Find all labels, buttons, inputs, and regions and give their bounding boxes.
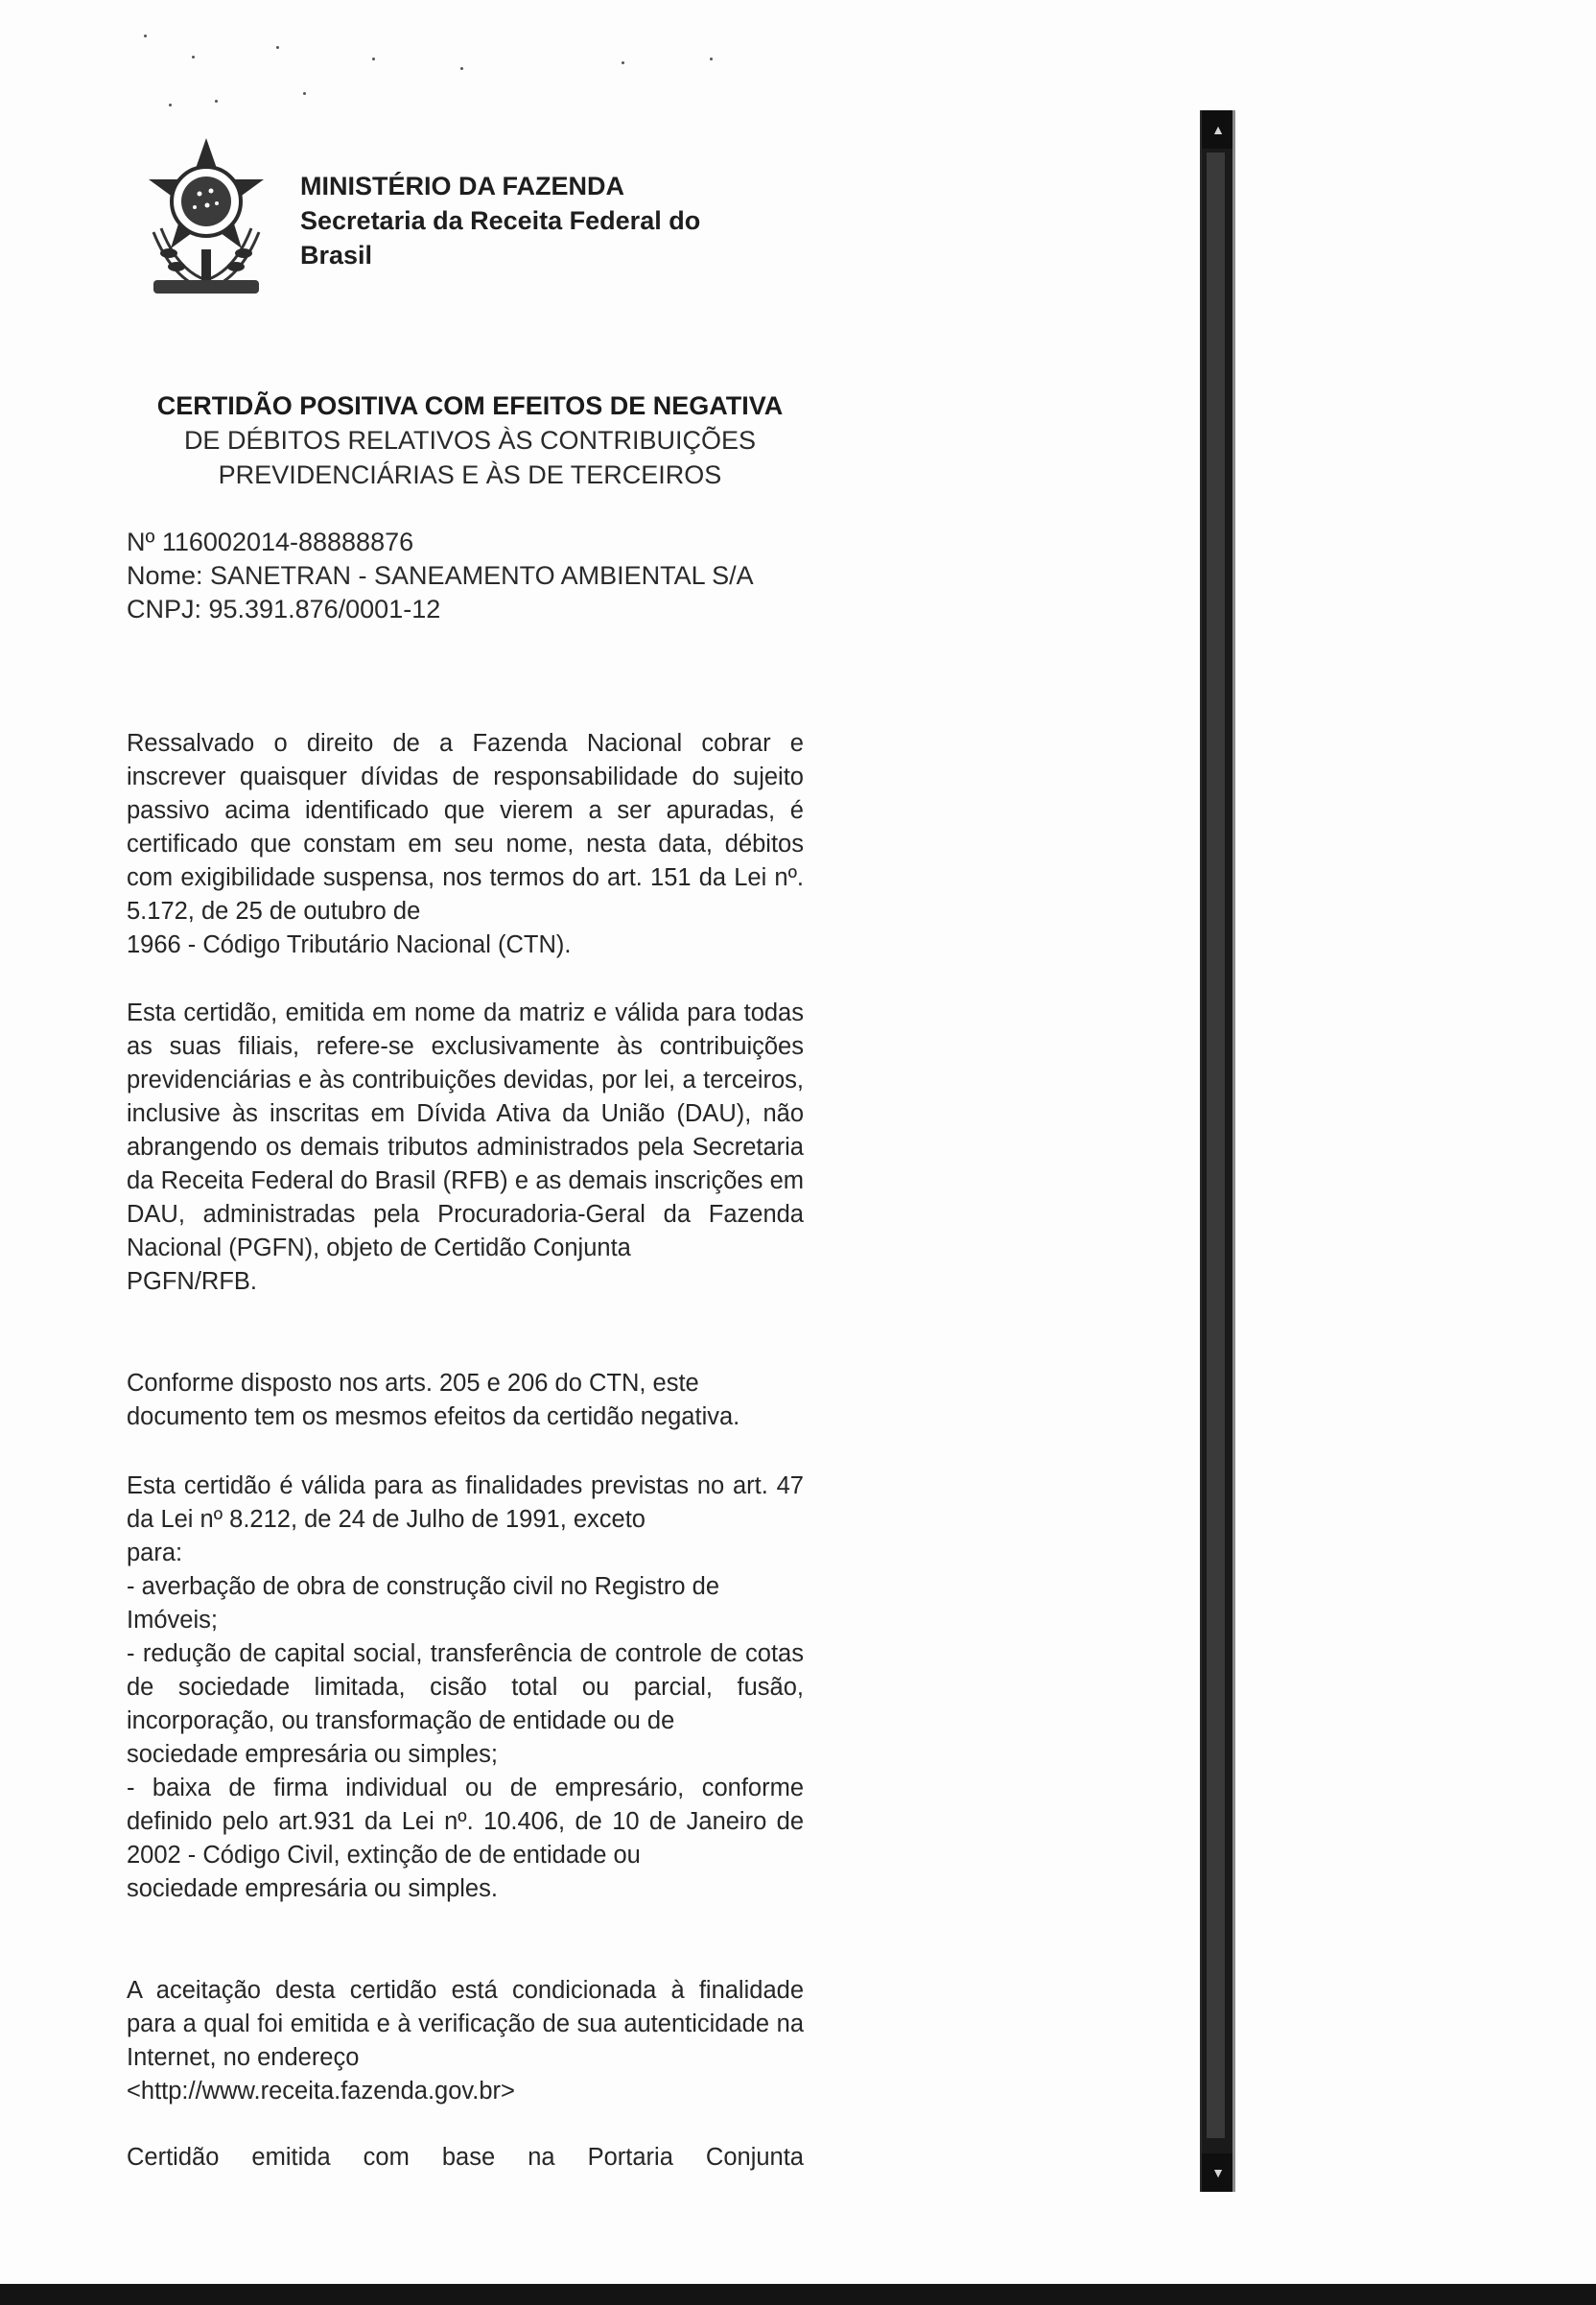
exception-item-end: sociedade empresária ou simples. — [127, 1875, 498, 1902]
exception-item-end: Imóveis; — [127, 1607, 218, 1634]
paragraph-text: Ressalvado o direito de a Fazenda Nacional cobrar e inscrever quaisquer dívidas de responsabilidade do sujeito passivo acima identificado que vierem a ser apuradas, é certificado que constam em seu nome, nesta data, débitos com exigibilidade suspensa, nos termos do art. 151 da Lei nº. 5.172, de 25 de outubro de — [127, 730, 804, 925]
ministry-name: MINISTÉRIO DA FAZENDA — [300, 172, 625, 200]
exception-item: - baixa de firma individual ou de empresário, conforme definido pelo art.931 da Lei nº. 10.406, de 10 de Janeiro de 2002 - Código Civil, extinção de de entidade ou — [127, 1775, 804, 1869]
scroll-down-arrow-icon[interactable]: ▼ — [1202, 2153, 1234, 2192]
paragraph-last-line: PGFN/RFB. — [127, 1268, 258, 1295]
scan-bottom-edge — [0, 2284, 1596, 2305]
title-main: CERTIDÃO POSITIVA COM EFEITOS DE NEGATIVA — [156, 391, 784, 420]
exception-item-end: sociedade empresária ou simples; — [127, 1741, 498, 1768]
paragraph-ctn — [127, 1367, 804, 1434]
scrollbar-track[interactable] — [1207, 153, 1225, 2138]
scan-speck — [303, 92, 306, 95]
paragraph-text: Esta certidão, emitida em nome da matriz e válida para todas as suas filiais, refere-se exclusivamente às contribuições previdenciárias e às contribuições devidas, por lei, a terceiros, inclusive às inscritas em Dívida Ativa da União (DAU), não abrangendo os demais tributos administrados pela Secretaria da Receita Federal do Brasil (RFB) e as demais inscrições em DAU, administradas pela Procuradoria-Geral da Fazenda Nacional (PGFN), objeto de Certidão Conjunta — [127, 1000, 804, 1261]
taxpayer-name: Nome: SANETRAN - SANEAMENTO AMBIENTAL S/A — [127, 561, 754, 590]
scan-speck — [460, 67, 463, 70]
certificate-number: Nº 116002014-88888876 — [127, 528, 414, 556]
scan-speck — [215, 100, 218, 103]
scan-speck — [622, 61, 624, 64]
verification-url: <http://www.receita.fazenda.gov.br> — [127, 2078, 515, 2105]
scan-speck — [169, 104, 172, 106]
brazil-coat-of-arms-icon — [134, 136, 278, 304]
certificate-title — [96, 388, 844, 492]
paragraph-validity — [127, 1470, 804, 1906]
paragraph-acceptance — [127, 1974, 804, 2108]
scan-speck — [710, 58, 713, 60]
exception-item: - redução de capital social, transferência de controle de cotas de sociedade limitada, cisão total ou parcial, fusão, incorporação, ou transformação de entidade ou de — [127, 1640, 804, 1734]
paragraph-last-line: para: — [127, 1540, 183, 1566]
scan-speck — [192, 56, 195, 59]
paragraph-text: Esta certidão é válida para as finalidades previstas no art. 47 da Lei nº 8.212, de 24 de Julho de 1991, exceto — [127, 1472, 804, 1533]
paragraph-text: Certidão emitida com base na Portaria Conjunta — [127, 2144, 804, 2171]
scan-speck — [144, 35, 147, 37]
paragraph-portaria — [127, 2141, 804, 2175]
paragraph-last-line: 1966 - Código Tributário Nacional (CTN). — [127, 931, 572, 958]
exception-item: - averbação de obra de construção civil no Registro de — [127, 1573, 720, 1600]
paragraph-scope — [127, 997, 804, 1299]
paragraph-text: Conforme disposto nos arts. 205 e 206 do CTN, este — [127, 1370, 699, 1397]
scrollbar-edge — [1232, 110, 1235, 2192]
paragraph-ressalvado — [127, 727, 804, 962]
agency-header — [300, 169, 799, 272]
scan-speck — [372, 58, 375, 60]
secretaria-line2: Brasil — [300, 241, 373, 270]
taxpayer-cnpj: CNPJ: 95.391.876/0001-12 — [127, 595, 441, 623]
scan-speck — [276, 46, 279, 49]
title-sub-line1: DE DÉBITOS RELATIVOS ÀS CONTRIBUIÇÕES — [183, 426, 757, 455]
vertical-scrollbar[interactable] — [1200, 110, 1234, 2192]
scroll-up-arrow-icon[interactable]: ▲ — [1202, 110, 1234, 149]
certificate-identification — [127, 526, 817, 626]
secretaria-line1: Secretaria da Receita Federal do — [300, 206, 701, 235]
paragraph-last-line: documento tem os mesmos efeitos da certidão negativa. — [127, 1403, 740, 1430]
title-sub-line2: PREVIDENCIÁRIAS E ÀS DE TERCEIROS — [218, 460, 722, 489]
paragraph-text: A aceitação desta certidão está condicionada à finalidade para a qual foi emitida e à verificação de sua autenticidade na Internet, no endereço — [127, 1977, 804, 2071]
